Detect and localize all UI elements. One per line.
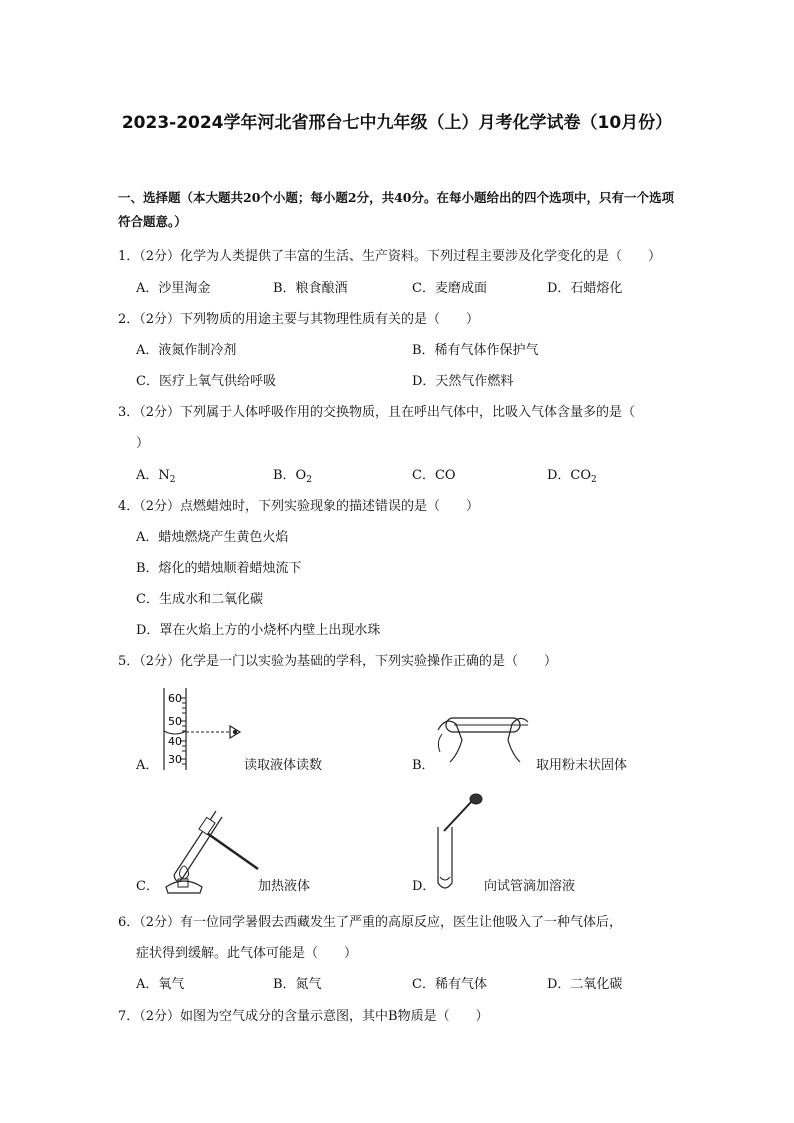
question-4-option-d: D．罩在火焰上方的小烧杯内壁上出现水珠	[136, 623, 381, 638]
question-3-stem: 3．（2分）下列属于人体呼吸作用的交换物质，且在呼出气体中，比吸入气体含量多的是（	[118, 405, 636, 420]
question-6-option-d: D．二氧化碳	[547, 977, 623, 992]
question-2-option-c: C．医疗上氧气供给呼吸	[136, 374, 276, 389]
powder-sampling-figure	[432, 712, 538, 768]
question-6-option-b: B．氮气	[273, 977, 322, 992]
question-2-option-b: B．稀有气体作保护气	[412, 343, 539, 358]
question-5-option-c-caption: 加热液体	[258, 879, 311, 894]
section-heading: 一、选择题（本大题共20个小题；每小题2分，共40分。在每小题给出的四个选项中，只有一个选项符合题意。）	[118, 190, 674, 229]
question-6-option-a: A．氧气	[136, 977, 185, 992]
page-title: 2023-2024学年河北省邢台七中九年级（上）月考化学试卷（10月份）	[121, 113, 673, 133]
question-1-option-c: C．麦磨成面	[412, 281, 487, 296]
cylinder-tick-40: 40	[168, 735, 182, 748]
question-4-stem: 4．（2分）点燃蜡烛时，下列实验现象的描述错误的是（ ）	[118, 499, 480, 514]
question-1-option-b: B．粮食酿酒	[273, 281, 348, 296]
question-6-stem-cont: 症状得到缓解。此气体可能是（ ）	[136, 946, 358, 961]
question-4-option-a: A．蜡烛燃烧产生黄色火焰	[136, 530, 289, 545]
question-3-option-c: C．CO	[412, 468, 456, 483]
graduated-cylinder-figure	[158, 688, 250, 770]
question-4-option-c: C．生成水和二氧化碳	[136, 592, 263, 607]
dropper-figure	[434, 793, 486, 893]
cylinder-tick-50: 50	[168, 715, 182, 728]
question-5-option-b-label: B．	[412, 758, 435, 773]
question-5-option-a-caption: 读取液体读数	[244, 758, 323, 773]
question-2-option-a: A．液氮作制冷剂	[136, 343, 237, 358]
question-5-option-c-label: C．	[136, 879, 159, 894]
question-1-option-a: A．沙里淘金	[136, 281, 211, 296]
question-5-option-d-caption: 向试管滴加溶液	[484, 879, 576, 894]
cylinder-tick-60: 60	[168, 692, 182, 705]
question-3-option-a: A．$N_2$	[136, 468, 176, 485]
question-3-option-b: B．$O_2$	[273, 468, 312, 485]
question-1-option-d: D．石蜡熔化	[547, 281, 623, 296]
question-6-stem: 6．（2分）有一位同学暑假去西藏发生了严重的高原反应，医生让他吸入了一种气体后，	[118, 915, 623, 930]
question-5-option-a-label: A．	[136, 758, 159, 773]
heating-liquid-figure	[160, 805, 260, 897]
question-5-option-d-label: D．	[412, 879, 436, 894]
question-6-option-c: C．稀有气体	[412, 977, 487, 992]
question-2-option-d: D．天然气作燃料	[412, 374, 514, 389]
question-3-option-d: D．$CO_2$	[547, 468, 597, 485]
cylinder-tick-30: 30	[168, 753, 182, 766]
question-7-stem: 7．（2分）如图为空气成分的含量示意图，其中B物质是（ ）	[118, 1009, 489, 1024]
question-1-stem: 1．（2分）化学为人类提供了丰富的生活、生产资料。下列过程主要涉及化学变化的是（ ）	[118, 249, 662, 264]
question-5-stem: 5．（2分）化学是一门以实验为基础的学科，下列实验操作正确的是（ ）	[118, 654, 558, 669]
question-4-option-b: B．熔化的蜡烛顺着蜡烛流下	[136, 561, 302, 576]
question-5-option-b-caption: 取用粉末状固体	[536, 758, 628, 773]
question-2-stem: 2．（2分）下列物质的用途主要与其物理性质有关的是（ ）	[118, 312, 480, 327]
question-3-stem-cont: ）	[136, 436, 150, 451]
